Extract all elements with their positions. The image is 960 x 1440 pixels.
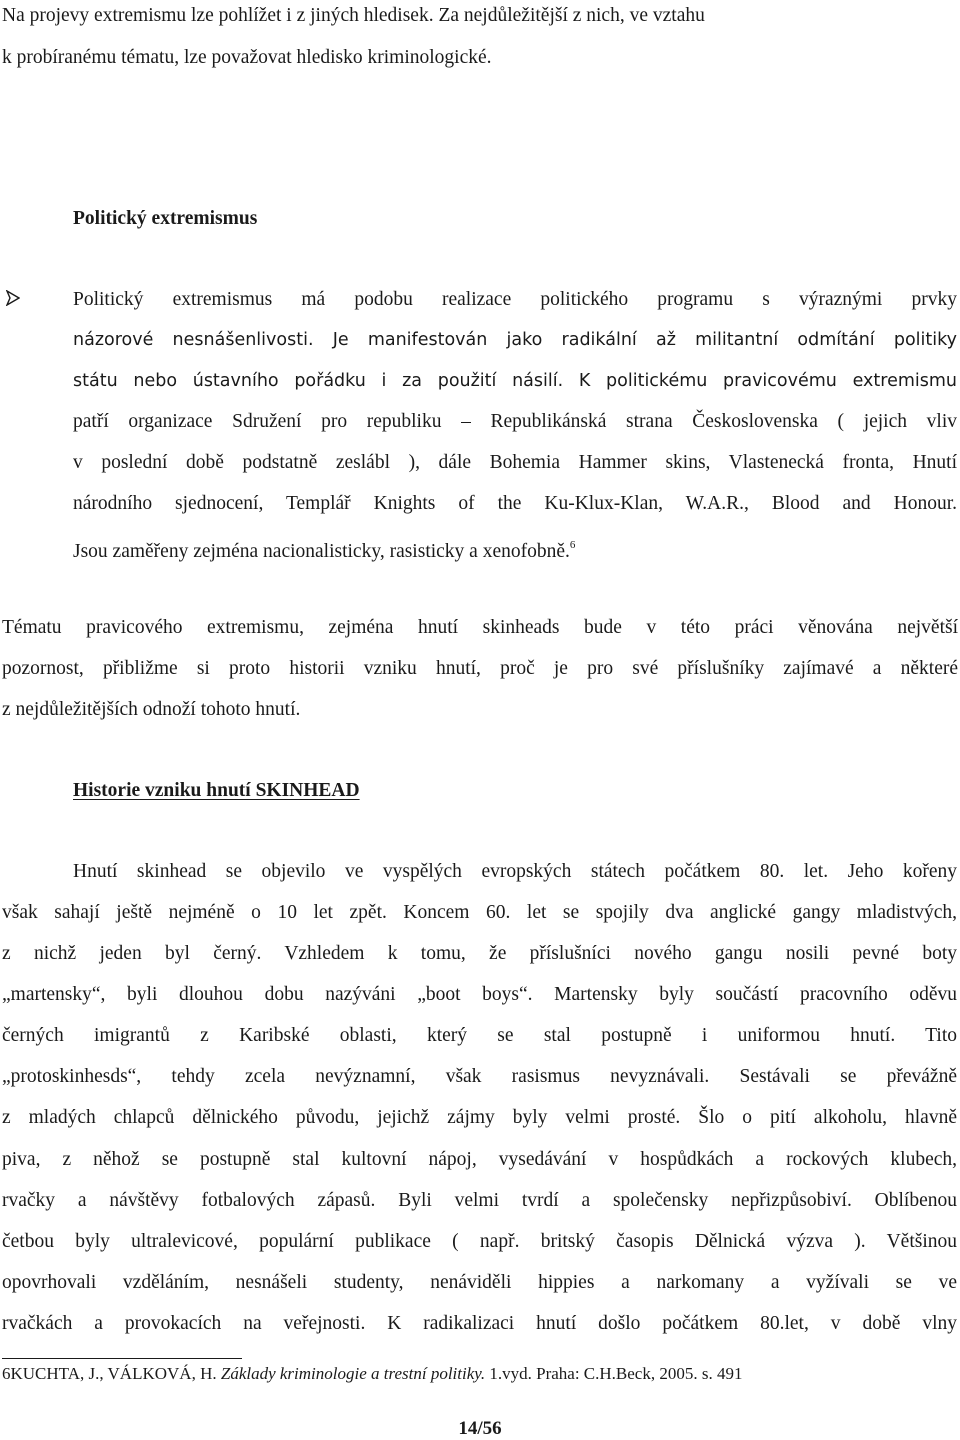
- bullet-last-line-text: Jsou zaměřeny zejména nacionalisticky, rasisticky a xenofobně.: [73, 541, 570, 562]
- history-line-8: piva, z něhož se postupně stal kultovní nápoj, vysedávání v hospůdkách a rockových klubech,: [2, 1149, 957, 1170]
- history-line-1: Hnutí skinhead se objevilo ve vyspělých evropských státech počátkem 80. let. Jeho kořeny: [73, 861, 957, 882]
- bullet-line-4: patří organizace Sdružení pro republiku – Republikánská strana Československa ( jejich vliv: [73, 411, 957, 432]
- history-line-2: však sahají ještě nejméně o 10 let zpět. Koncem 60. let se spojily dva anglické gangy mladistvých,: [2, 902, 957, 923]
- history-line-9: rvačky a návštěvy fotbalových zápasů. Byli velmi tvrdí a společensky nepřizpůsobiví. Oblíbenou: [2, 1190, 957, 1211]
- paragraph-right-wing-line-1: Tématu pravicového extremismu, zejména hnutí skinheads bude v této práci věnována největší: [2, 617, 958, 638]
- bullet-line-3: státu nebo ústavního pořádku i za použití násilí. K politickému pravicovému extremismu: [73, 371, 957, 391]
- footnote-title: Základy kriminologie a trestní politiky.: [220, 1364, 486, 1383]
- page-number: 14/56: [458, 1418, 502, 1439]
- history-line-5: černých imigrantů z Karibské oblasti, který se stal postupně i uniformou hnutí. Tito: [2, 1025, 957, 1046]
- history-line-3: z nichž jeden byl černý. Vzhledem k tomu, že příslušníci nového gangu nosili pevné boty: [2, 943, 957, 964]
- bullet-line-1: Politický extremismus má podobu realizace politického programu s výraznými prvky: [73, 289, 957, 310]
- arrowhead-bullet-icon: [6, 290, 20, 306]
- history-line-12: rvačkách a provokacích na veřejnosti. K radikalizaci hnutí došlo počátkem 80.let, v době vlny: [2, 1313, 957, 1334]
- bullet-line-2: názorové nesnášenlivosti. Je manifestován jako radikální až militantní odmítání politiky: [73, 330, 957, 350]
- section-heading-history: Historie vzniku hnutí SKINHEAD: [73, 780, 360, 801]
- bullet-line-6: národního sjednocení, Templář Knights of the Ku-Klux-Klan, W.A.R., Blood and Honour.: [73, 493, 957, 514]
- bullet-line-5: v poslední době podstatně zeslábl ), dále Bohemia Hammer skins, Vlastenecká fronta, Hnutí: [73, 452, 957, 473]
- footnote-divider: [2, 1358, 242, 1359]
- intro-line-1: Na projevy extremismu lze pohlížet i z jiných hledisek. Za nejdůležitější z nich, ve vztahu: [2, 5, 705, 26]
- footnote-authors: KUCHTA, J., VÁLKOVÁ, H.: [10, 1364, 217, 1383]
- history-line-11: opovrhovali vzděláním, nesnášeli studenty, nenáviděli hippies a narkomany a vyžívali se ve: [2, 1272, 957, 1293]
- history-line-7: z mladých chlapců dělnického původu, jejichž zájmy byly velmi prosté. Šlo o pití alkoholu, hlavně: [2, 1107, 957, 1128]
- history-line-4: „martensky“, byli dlouhou dobu nazýváni „boot boys“. Martensky byly součástí pracovního oděvu: [2, 984, 957, 1005]
- intro-line-2: k probíranému tématu, lze považovat hledisko kriminologické.: [2, 47, 492, 68]
- history-line-6: „protoskinhesds“, tehdy zcela nevýznamní, však rasismus nevyznávali. Sestávali se převážně: [2, 1066, 957, 1087]
- section-heading-political: Politický extremismus: [73, 208, 258, 229]
- footnote-number: 6: [2, 1364, 11, 1383]
- bullet-line-7: [73, 533, 575, 564]
- paragraph-right-wing-line-2: pozornost, přibližme si proto historii vzniku hnutí, proč je pro své příslušníky zajímavé a některé: [2, 658, 958, 679]
- paragraph-right-wing-line-3: z nejdůležitějších odnoží tohoto hnutí.: [2, 699, 301, 720]
- footnote: [2, 1364, 742, 1384]
- footnote-reference: 6: [569, 539, 576, 551]
- footnote-publication: 1.vyd. Praha: C.H.Beck, 2005. s. 491: [489, 1364, 743, 1383]
- history-line-10: četbou byly ultralevicové, populární publikace ( např. britský časopis Dělnická výzva ). Většinou: [2, 1231, 957, 1252]
